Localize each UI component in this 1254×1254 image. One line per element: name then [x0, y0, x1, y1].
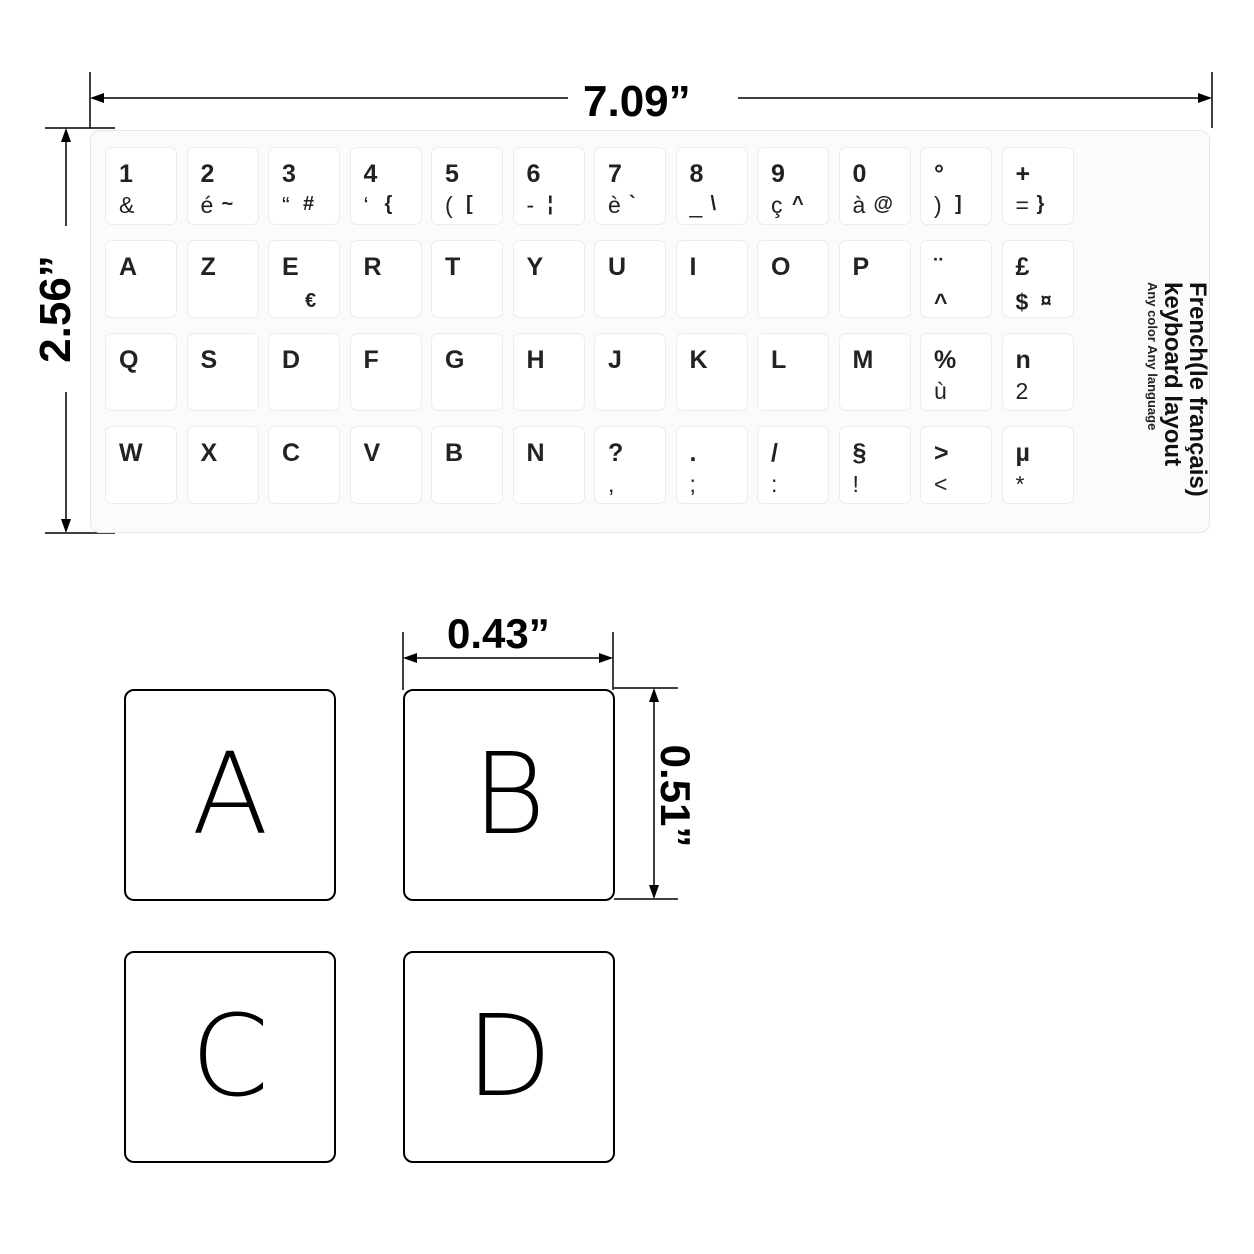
key-sticker — [188, 241, 258, 317]
key-char-secondary: ! — [852, 471, 859, 497]
key-char-primary: L — [771, 346, 787, 374]
key-char-primary: 8 — [689, 160, 704, 188]
height-label: 2.56” — [31, 255, 80, 363]
key-char-primary: B — [445, 439, 464, 467]
key-char-primary: ? — [608, 439, 624, 467]
sample-key-c — [124, 951, 336, 1163]
key-char-primary: > — [934, 439, 949, 467]
key-char-primary: + — [1015, 160, 1031, 188]
key-char-secondary: 2 — [1015, 378, 1029, 404]
key-sticker — [188, 148, 258, 224]
key-char-secondary: ( — [445, 192, 453, 218]
key-char-secondary: ) — [934, 192, 942, 218]
key-char-primary: C — [282, 439, 301, 467]
key-char-secondary: é — [200, 192, 214, 218]
key-char-tertiary: @ — [873, 193, 894, 215]
key-char-secondary: “ — [282, 192, 290, 218]
key-char-primary: P — [852, 253, 870, 281]
key-sticker — [269, 148, 339, 224]
key-sticker — [758, 427, 828, 503]
key-char-tertiary: ] — [955, 193, 962, 215]
key-sticker — [188, 334, 258, 410]
key-sticker — [106, 148, 176, 224]
key-sticker — [677, 148, 747, 224]
key-char-secondary: ‘ — [363, 192, 369, 218]
key-sticker — [1003, 427, 1073, 503]
key-height-label: 0.51” — [652, 744, 699, 848]
key-sticker — [269, 334, 339, 410]
key-sticker — [432, 334, 502, 410]
key-char-secondary: $ — [1015, 289, 1029, 315]
key-char-primary: % — [934, 346, 957, 374]
key-char-primary: ° — [934, 160, 944, 188]
key-char-tertiary: ¤ — [1040, 290, 1052, 312]
key-sticker — [432, 427, 502, 503]
key-char-primary: 6 — [526, 160, 541, 188]
key-char-tertiary: ¦ — [547, 193, 554, 215]
key-char-primary: § — [852, 439, 867, 467]
key-char-primary: N — [526, 439, 545, 467]
key-sticker — [921, 334, 991, 410]
key-char-primary: U — [608, 253, 627, 281]
key-char-primary: ¨ — [934, 253, 943, 281]
key-char-secondary: - — [526, 192, 535, 218]
key-sticker — [595, 241, 665, 317]
key-char-secondary: & — [119, 192, 135, 218]
key-char-primary: Y — [526, 253, 544, 281]
key-sticker — [840, 241, 910, 317]
key-sticker — [595, 427, 665, 503]
key-char-primary: Z — [200, 253, 216, 281]
key-char-primary: 9 — [771, 160, 785, 188]
key-char-primary: M — [852, 346, 874, 374]
key-char-primary: X — [200, 439, 218, 467]
key-char-primary: 3 — [282, 160, 296, 188]
key-sticker — [351, 148, 421, 224]
key-char-secondary: , — [608, 471, 615, 497]
sample-key-b — [403, 689, 615, 901]
key-char-tertiary: ` — [629, 193, 636, 215]
key-sticker — [1003, 241, 1073, 317]
sample-key-d — [403, 951, 615, 1163]
key-char-tertiary: { — [384, 193, 393, 215]
width-label: 7.09” — [583, 77, 691, 126]
key-char-primary: 4 — [363, 160, 378, 188]
key-sticker — [595, 148, 665, 224]
key-char-primary: 5 — [445, 160, 459, 188]
key-char-tertiary: } — [1036, 193, 1045, 215]
sample-key-a — [124, 689, 336, 901]
key-sticker — [840, 427, 910, 503]
key-sticker — [921, 148, 991, 224]
key-sticker — [351, 427, 421, 503]
key-char-secondary: _ — [689, 192, 703, 218]
key-sticker — [514, 427, 584, 503]
key-char-primary: D — [282, 346, 301, 374]
key-sticker — [595, 334, 665, 410]
key-char-secondary: ; — [689, 471, 696, 497]
key-char-primary: G — [445, 346, 465, 374]
sample-key-a-letter: A — [191, 730, 269, 860]
key-char-primary: 1 — [119, 160, 133, 188]
key-sticker — [758, 148, 828, 224]
key-char-secondary: = — [1015, 192, 1029, 218]
key-char-secondary: < — [934, 471, 948, 497]
key-char-primary: S — [200, 346, 218, 374]
key-char-tertiary: ^ — [792, 193, 804, 215]
key-char-primary: 2 — [200, 160, 215, 188]
sheet-title-line3: Any color Any language — [1144, 282, 1160, 431]
key-sticker — [1003, 148, 1073, 224]
key-char-primary: H — [526, 346, 545, 374]
key-sticker — [677, 334, 747, 410]
key-char-tertiary: ~ — [221, 193, 234, 215]
key-sticker — [188, 427, 258, 503]
key-char-primary: n — [1015, 346, 1031, 374]
key-char-primary: µ — [1015, 439, 1030, 467]
key-char-primary: K — [689, 346, 708, 374]
key-sticker — [269, 241, 339, 317]
sample-key-c-letter: C — [190, 992, 270, 1122]
sample-key-d-letter: D — [465, 992, 553, 1122]
key-sticker — [514, 148, 584, 224]
key-sticker — [514, 241, 584, 317]
key-sticker — [677, 241, 747, 317]
sheet-title-line1: French(le français) — [1184, 282, 1211, 497]
key-char-primary: T — [445, 253, 461, 281]
key-char-primary: Q — [119, 346, 139, 374]
sticker-sheet — [90, 130, 1210, 533]
key-char-secondary: è — [608, 192, 621, 218]
key-char-primary: O — [771, 253, 791, 281]
key-char-tertiary: [ — [466, 193, 473, 215]
key-sticker — [1003, 334, 1073, 410]
key-char-tertiary: € — [305, 290, 317, 312]
key-char-secondary: : — [771, 471, 778, 497]
key-char-secondary: ù — [934, 378, 947, 404]
sample-key-b-letter: B — [472, 730, 546, 860]
key-char-secondary: * — [1015, 471, 1025, 497]
key-char-secondary: ç — [771, 192, 783, 218]
key-char-primary: I — [689, 253, 697, 281]
key-char-primary: £ — [1015, 253, 1030, 281]
key-sticker — [840, 148, 910, 224]
key-sticker — [758, 334, 828, 410]
key-sticker — [514, 334, 584, 410]
sheet-title — [1144, 282, 1210, 497]
key-char-primary: E — [282, 253, 299, 281]
key-sticker — [106, 334, 176, 410]
key-char-primary: . — [689, 439, 697, 467]
key-char-primary: 0 — [852, 160, 867, 188]
key-char-secondary: à — [852, 192, 866, 218]
key-sticker — [351, 241, 421, 317]
key-sticker — [432, 241, 502, 317]
key-char-primary: F — [363, 346, 379, 374]
key-char-primary: R — [363, 253, 382, 281]
key-width-label: 0.43” — [447, 610, 550, 657]
key-sticker — [677, 427, 747, 503]
key-sticker — [840, 334, 910, 410]
key-char-primary: W — [119, 439, 143, 467]
key-char-primary: J — [608, 346, 622, 374]
key-char-primary: V — [363, 439, 381, 467]
key-sticker — [921, 427, 991, 503]
key-sticker — [106, 427, 176, 503]
key-sticker — [758, 241, 828, 317]
key-sticker — [269, 427, 339, 503]
key-char-tertiary: \ — [710, 193, 717, 215]
key-char-primary: A — [119, 253, 138, 281]
key-sticker — [106, 241, 176, 317]
key-char-secondary: ^ — [934, 289, 948, 315]
key-char-tertiary: # — [303, 193, 315, 215]
key-sticker — [351, 334, 421, 410]
key-sticker — [432, 148, 502, 224]
key-char-primary: 7 — [608, 160, 622, 188]
key-char-primary: / — [771, 439, 778, 467]
sheet-title-line2: keyboard layout — [1158, 282, 1186, 467]
key-sticker — [921, 241, 991, 317]
